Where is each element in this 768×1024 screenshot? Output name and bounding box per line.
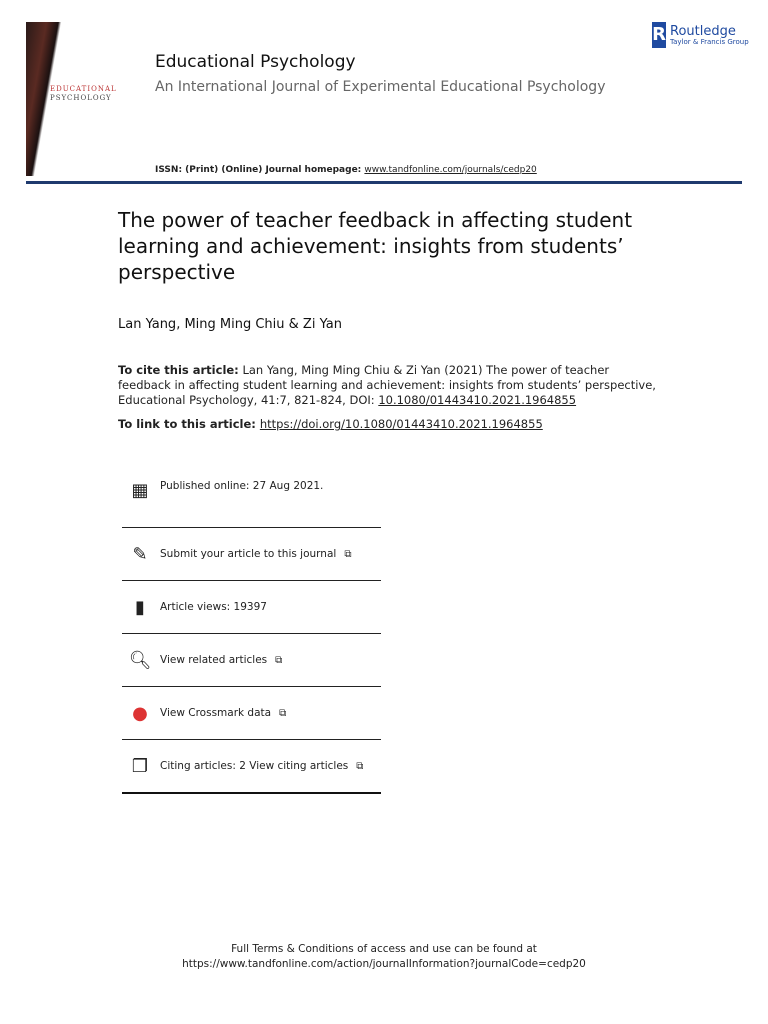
crossmark-icon: ● [132,702,148,724]
item-label: Citing articles: 2 View citing articles [160,760,349,772]
doi-link[interactable]: 10.1080/01443410.2021.1964855 [378,393,577,407]
external-link-icon: ⧉ [275,654,283,666]
item-label: Submit your article to this journal [160,548,337,560]
publisher-name: Routledge [670,23,736,39]
issn-line [155,165,537,175]
journal-title: Educational Psychology [155,52,356,72]
item-label: Published online: 27 Aug 2021. [160,480,324,492]
footer [0,942,768,972]
item-label: View related articles [160,654,268,666]
cite-label: To cite this article: [118,363,239,377]
edit-icon: ✎ [132,543,148,565]
routledge-r-icon: R [652,22,666,48]
bar-chart-icon: ▮ [135,596,145,618]
item-label: View Crossmark data [160,707,272,719]
citation [118,363,658,408]
submit-article-link[interactable] [122,528,381,581]
footer-link[interactable]: https://www.tandfonline.com/action/journalInformation?journalCode=cedp20 [182,958,586,970]
external-link-icon: ⧉ [356,760,364,772]
article-link[interactable]: https://doi.org/10.1080/01443410.2021.1964855 [259,417,543,431]
external-link-icon: ⧉ [344,548,352,560]
item-label: Article views: 19397 [160,601,267,613]
cover-title: EDUCATIONAL [50,85,117,93]
external-link-icon: ⧉ [279,707,287,719]
routledge-logo [652,22,749,48]
link-label: To link to this article: [118,417,260,431]
article-title: The power of teacher feedback in affecting student learning and achievement: insights from students’ perspective [118,208,633,284]
journal-homepage-link[interactable]: www.tandfonline.com/journals/cedp20 [364,165,537,175]
crossmark-link[interactable] [122,687,381,740]
header-divider [26,181,742,184]
cite-text: Lan Yang, Ming Ming Chiu & Zi Yan (2021) The power of teacher feedback in affecting student learning and achievement: insights from students’ perspective, Educational Psychology, 41:7, 821-824, DOI: [118,363,656,407]
citing-icon: ❐ [131,755,149,777]
calendar-icon: ▦ [131,480,149,501]
citing-articles-link[interactable] [122,740,381,794]
journal-subtitle: An International Journal of Experimental Educational Psychology [155,79,606,95]
journal-cover [26,22,146,176]
article-link-line [118,417,543,431]
article-authors: Lan Yang, Ming Ming Chiu & Zi Yan [118,317,342,332]
published-online [122,476,381,528]
search-document-icon: 🔍︎ [128,649,152,671]
related-articles-link[interactable] [122,634,381,687]
cover-title: PSYCHOLOGY [50,94,112,102]
issn-label: ISSN: (Print) (Online) Journal homepage: [155,165,365,175]
footer-line: Full Terms & Conditions of access and use can be found at [231,943,537,955]
article-info-list [122,476,381,794]
article-views [122,581,381,634]
publisher-group: Taylor & Francis Group [670,37,749,46]
